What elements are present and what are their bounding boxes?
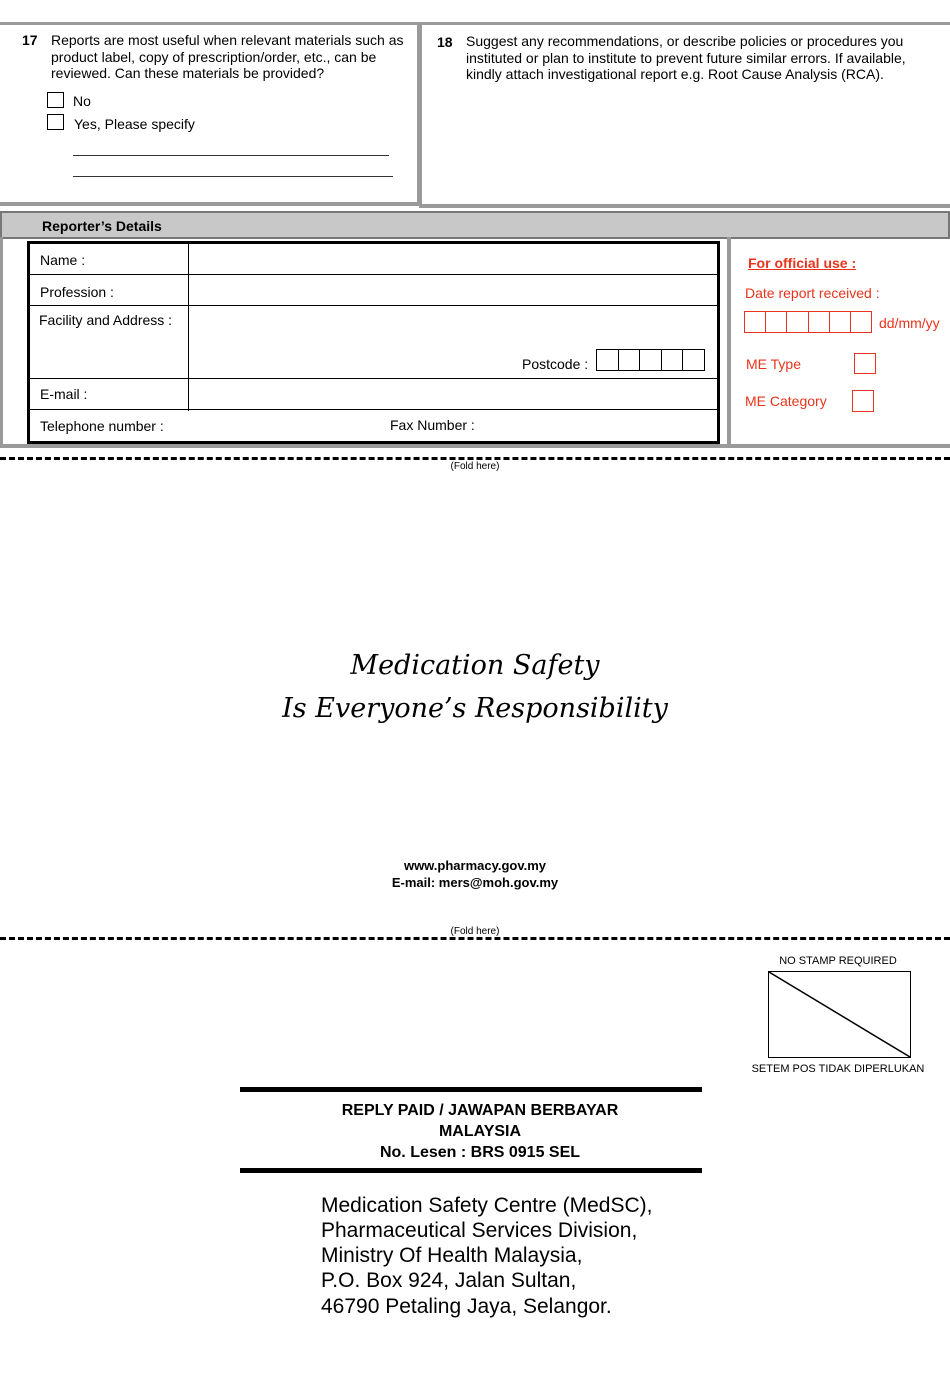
date-received-boxes[interactable] <box>744 311 872 333</box>
profession-row <box>30 276 717 306</box>
reporter-left-border <box>0 237 3 447</box>
me-type-label: ME Type <box>746 356 801 372</box>
reply-bottom-rule <box>240 1168 702 1173</box>
profession-label: Profession : <box>40 284 114 300</box>
postcode-box[interactable] <box>619 350 641 370</box>
postcode-box[interactable] <box>683 350 704 370</box>
facility-input[interactable] <box>190 307 717 347</box>
official-use-title: For official use : <box>748 255 857 271</box>
reply-paid-line-2: MALAYSIA <box>438 1123 522 1140</box>
fold-line-2 <box>0 937 950 940</box>
profession-input[interactable] <box>190 276 717 305</box>
date-box[interactable] <box>830 312 851 332</box>
q17-no-checkbox[interactable] <box>47 92 64 108</box>
slogan-line-1: Medication Safety <box>350 650 600 681</box>
date-box[interactable] <box>766 312 787 332</box>
name-label: Name : <box>40 252 86 268</box>
me-category-label: ME Category <box>745 393 827 409</box>
email-label: E-mail : <box>40 386 88 402</box>
top-border <box>0 22 950 25</box>
section-bottom-border <box>0 202 419 206</box>
name-row <box>30 244 717 275</box>
stamp-top-label: NO STAMP REQUIRED <box>779 955 897 967</box>
address-line-4: P.O. Box 924, Jalan Sultan, <box>321 1269 577 1292</box>
reply-top-rule <box>240 1087 702 1092</box>
stamp-diagonal-icon <box>769 972 910 1057</box>
fold-here-label-2: (Fold here) <box>450 926 500 937</box>
name-input[interactable] <box>190 244 717 274</box>
q18-question: Suggest any recommendations, or describe policies or procedures you instituted or plan to institute to prevent future similar errors. If available, kindly attach investigational report e.g. Root Cause Analysis (RCA). <box>466 33 906 82</box>
reporter-section-title: Reporter’s Details <box>42 218 162 234</box>
q17-number: 17 <box>22 32 38 48</box>
date-box[interactable] <box>809 312 830 332</box>
q17-yes-checkbox[interactable] <box>47 114 64 130</box>
address-line-2: Pharmaceutical Services Division, <box>321 1219 638 1242</box>
email-row <box>30 380 717 410</box>
address-line-3: Ministry Of Health Malaysia, <box>321 1244 583 1267</box>
official-divider <box>727 237 731 447</box>
facility-label: Facility and Address : <box>39 312 173 328</box>
reporter-table <box>27 241 720 444</box>
stamp-bottom-label: SETEM POS TIDAK DIPERLUKAN <box>751 1063 925 1075</box>
address-line-5: 46790 Petaling Jaya, Selangor. <box>321 1295 612 1318</box>
section-bottom-border-right <box>419 204 950 208</box>
question-divider <box>417 22 422 206</box>
q17-no-label: No <box>73 93 91 109</box>
telephone-label: Telephone number : <box>40 418 164 434</box>
phone-row <box>30 411 717 441</box>
postcode-label: Postcode : <box>522 356 589 372</box>
q17-specify-line-2[interactable] <box>73 176 393 177</box>
date-box[interactable] <box>745 312 766 332</box>
address-line-1: Medication Safety Centre (MedSC), <box>321 1194 653 1217</box>
reply-paid-line-1: REPLY PAID / JAWAPAN BERBAYAR <box>341 1102 619 1119</box>
me-category-box[interactable] <box>852 390 874 412</box>
website: www.pharmacy.gov.my <box>403 858 547 873</box>
stamp-box <box>768 971 911 1058</box>
email-input[interactable] <box>190 380 717 409</box>
date-box[interactable] <box>851 312 871 332</box>
q17-specify-line-1[interactable] <box>73 155 389 156</box>
postcode-box[interactable] <box>662 350 684 370</box>
reply-paid-line-3: No. Lesen : BRS 0915 SEL <box>379 1144 581 1161</box>
fax-label: Fax Number : <box>390 417 475 433</box>
fold-line-1 <box>0 457 950 460</box>
q17-question: Reports are most useful when relevant materials such as product label, copy of prescription/order, etc., can be reviewed. Can these materials be provided? <box>51 32 404 81</box>
me-type-box[interactable] <box>854 353 876 374</box>
postcode-box[interactable] <box>597 350 619 370</box>
postcode-box[interactable] <box>640 350 662 370</box>
postcode-boxes[interactable] <box>596 349 705 371</box>
fold-here-label-1: (Fold here) <box>450 461 500 472</box>
date-format: dd/mm/yy <box>879 315 940 331</box>
q18-number: 18 <box>437 34 453 50</box>
reporter-bottom-border <box>0 444 950 448</box>
date-box[interactable] <box>787 312 808 332</box>
facility-row <box>30 307 717 379</box>
label-column-divider <box>188 244 189 411</box>
contact-email: E-mail: mers@moh.gov.my <box>391 875 559 890</box>
slogan-line-2: Is Everyone’s Responsibility <box>282 693 668 724</box>
date-received-label: Date report received : <box>745 285 880 301</box>
q17-yes-label: Yes, Please specify <box>74 116 195 132</box>
